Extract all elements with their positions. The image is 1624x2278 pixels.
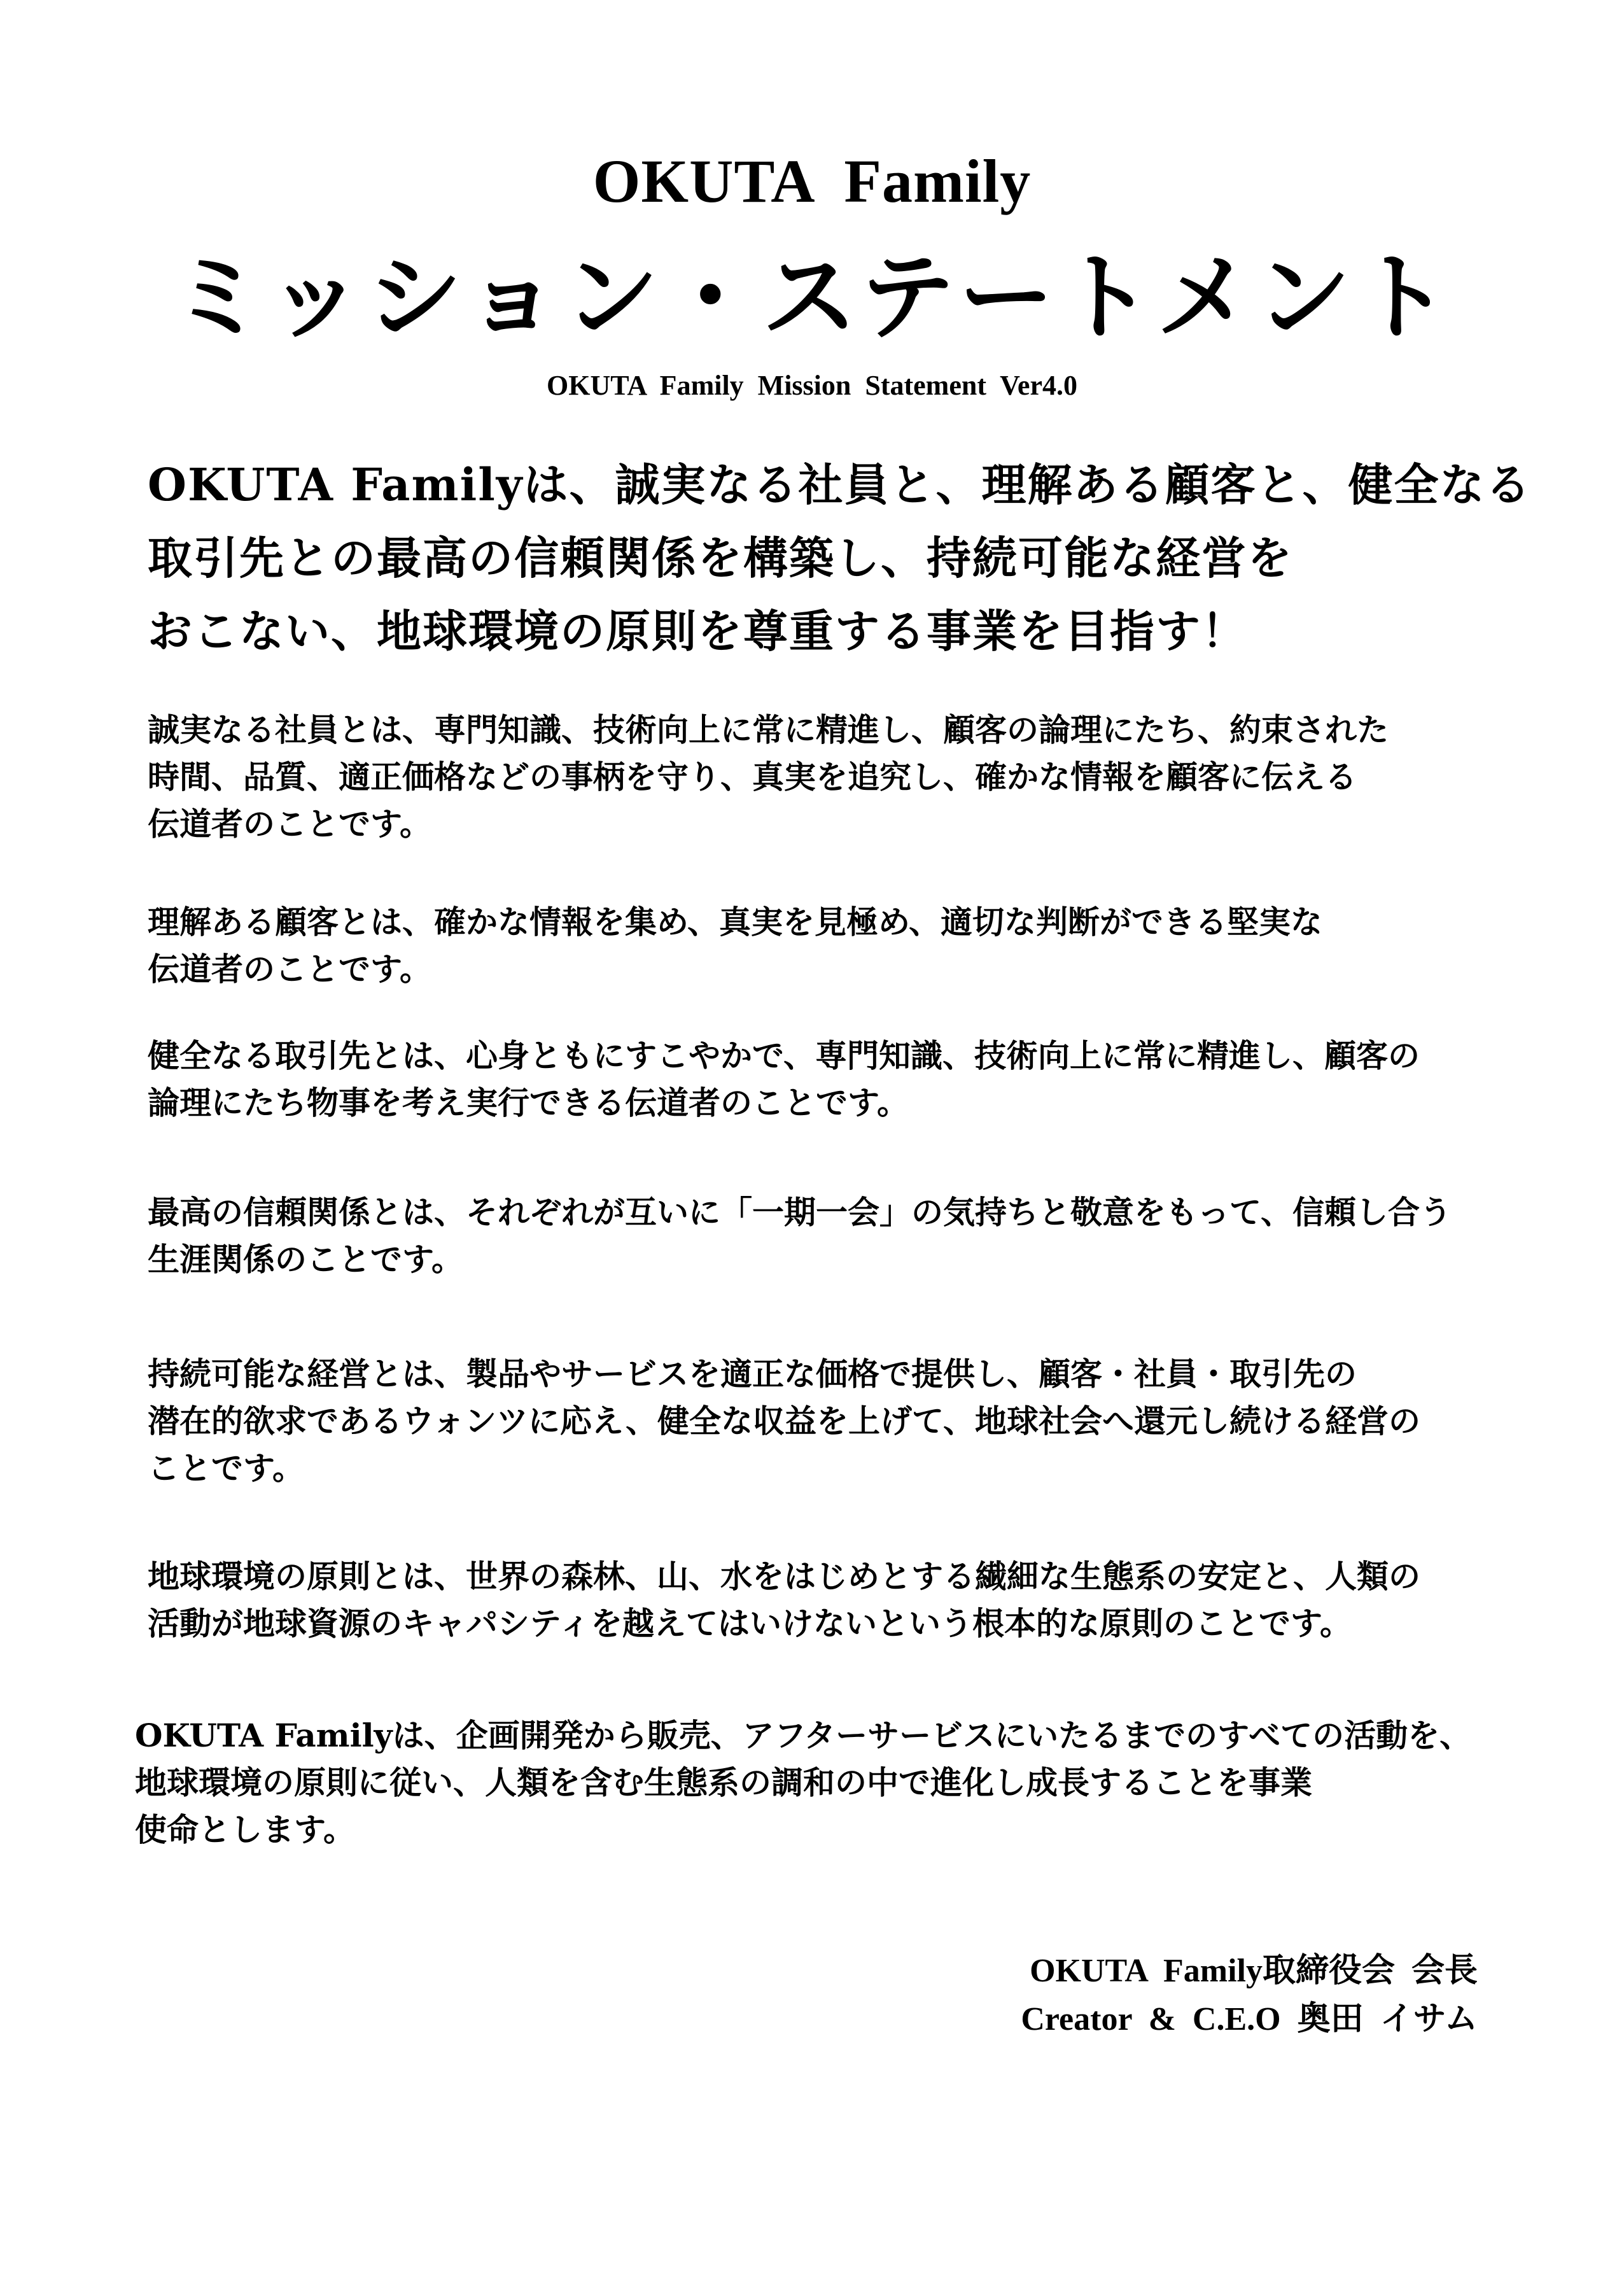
paragraph-line: 伝道者のことです。 <box>148 950 431 988</box>
lead-line: OKUTA Familyは、誠実なる社員と、理解ある顧客と、健全なる <box>148 458 1532 511</box>
paragraph-line: 地球環境の原則とは、世界の森林、山、水をはじめとする繊細な生態系の安定と、人類の <box>148 1557 1420 1595</box>
paragraph-line: 誠実なる社員とは、専門知識、技術向上に常に精進し、顧客の論理にたち、約束された <box>148 711 1389 749</box>
paragraph-business-mission <box>135 1712 1490 1853</box>
paragraph-line: OKUTA Familyは、企画開発から販売、アフターサービスにいたるまでのすべての活動を、 <box>135 1717 1472 1754</box>
paragraph-line: 健全なる取引先とは、心身ともにすこやかで、専門知識、技術向上に常に精進し、顧客の <box>148 1037 1420 1074</box>
lead-line: 取引先との最高の信頼関係を構築し、持続可能な経営を <box>148 531 1293 584</box>
paragraph-line: 伝道者のことです。 <box>148 805 431 843</box>
paragraph-sustainable-management <box>148 1351 1503 1492</box>
paragraph-line: 最高の信頼関係とは、それぞれが互いに「一期一会」の気持ちと敬意をもって、信頼し合う <box>148 1193 1452 1231</box>
signature-name: Creator & C.E.O 奥田 イサム <box>1021 2001 1478 2037</box>
paragraph-line: 理解ある顧客とは、確かな情報を集め、真実を見極め、適切な判断ができる堅実な <box>148 903 1322 941</box>
paragraph-understanding-customers <box>148 899 1503 993</box>
paragraph-line: 活動が地球資源のキャパシティを越えてはいけないという根本的な原則のことです。 <box>148 1605 1352 1642</box>
paragraph-sincere-employees <box>148 707 1503 848</box>
title-english: OKUTA Family <box>592 147 1032 215</box>
lead-line: おこない、地球環境の原則を尊重する事業を目指す！ <box>148 605 1247 657</box>
paragraph-line: 時間、品質、適正価格などの事柄を守り、真実を追究し、確かな情報を顧客に伝える <box>148 758 1357 796</box>
paragraph-line: 論理にたち物事を考え実行できる伝道者のことです。 <box>148 1084 909 1121</box>
paragraph-line: ことです。 <box>148 1449 304 1487</box>
paragraph-line: 生涯関係のことです。 <box>148 1241 463 1278</box>
paragraph-sound-partners <box>148 1032 1503 1127</box>
subtitle: OKUTA Family Mission Statement Ver4.0 <box>547 370 1077 401</box>
paragraph-line: 潜在的欲求であるウォンツに応え、健全な収益を上げて、地球社会へ還元し続ける経営の <box>148 1402 1420 1440</box>
paragraph-line: 地球環境の原則に従い、人類を含む生態系の調和の中で進化し成長することを事業 <box>135 1764 1312 1801</box>
paragraph-line: 持続可能な経営とは、製品やサービスを適正な価格で提供し、顧客・社員・取引先の <box>148 1355 1357 1393</box>
lead-statement <box>148 448 1532 668</box>
paragraph-environment-principle <box>148 1553 1503 1647</box>
title-japanese: ミッション・ステートメント <box>170 243 1454 353</box>
signature-title: OKUTA Family取締役会 会長 <box>1030 1953 1478 1989</box>
paragraph-trust-relationship <box>148 1189 1503 1283</box>
paragraph-line: 使命とします。 <box>135 1811 355 1848</box>
